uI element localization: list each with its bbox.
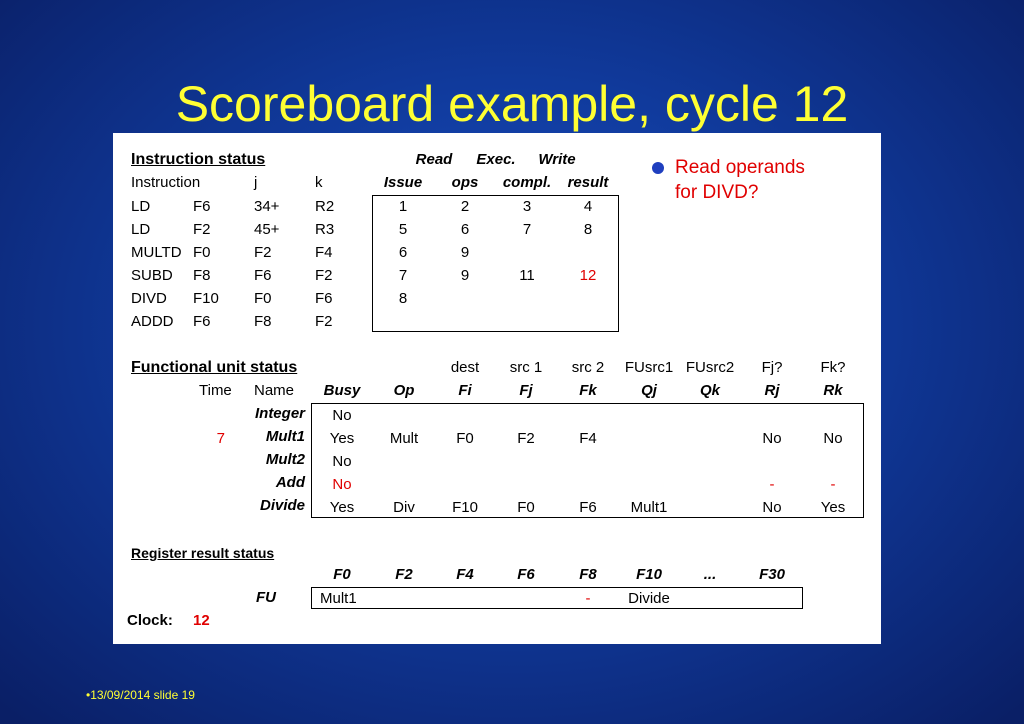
instr-header-top: Write	[538, 151, 576, 168]
instr-cell: 8	[583, 221, 593, 238]
instr-cell: LD	[131, 198, 151, 215]
instr-header-sub: ops	[451, 174, 479, 191]
register-header: F8	[579, 566, 597, 583]
fu-cell: No	[823, 430, 843, 447]
fu-cell: No	[762, 430, 782, 447]
fu-name-cell: Add	[275, 474, 305, 491]
fu-cell: No	[762, 499, 782, 516]
instr-cell: 34+	[254, 198, 280, 215]
instr-cell: 2	[460, 198, 470, 215]
register-fu-cell: -	[585, 590, 591, 607]
register-header: F4	[456, 566, 474, 583]
register-header: ...	[703, 566, 717, 583]
instr-header-top: Read	[415, 151, 453, 168]
register-header: F0	[333, 566, 351, 583]
fu-cell: F2	[517, 430, 535, 447]
fu-header-sub: Qj	[641, 382, 657, 399]
fu-cell: No	[332, 476, 352, 493]
instr-cell: F8	[254, 313, 272, 330]
fu-cell: F0	[517, 499, 535, 516]
instr-header-sub: Issue	[383, 174, 423, 191]
fu-header-sub: Op	[393, 382, 415, 399]
scoreboard-panel	[113, 133, 881, 644]
instr-cell: 9	[460, 244, 470, 261]
fu-cell: No	[332, 453, 352, 470]
instr-header-sub: j	[254, 174, 258, 191]
register-fu-cell: Mult1	[320, 590, 357, 607]
instr-cell: F4	[315, 244, 333, 261]
fu-header-top: FUsrc1	[624, 359, 674, 376]
functional-unit-status-heading: Functional unit status	[131, 359, 298, 376]
fu-header-sub: Fi	[458, 382, 472, 399]
fu-name-cell: Mult2	[265, 451, 305, 468]
instr-cell: F0	[254, 290, 272, 307]
instr-cell: 45+	[254, 221, 280, 238]
fu-cell: F4	[579, 430, 597, 447]
instr-cell: F6	[254, 267, 272, 284]
instr-cell: ADDD	[131, 313, 174, 330]
instr-cell: 3	[522, 198, 532, 215]
instr-cell: F2	[193, 221, 211, 238]
register-header: F2	[395, 566, 413, 583]
fu-row-label: FU	[256, 589, 276, 606]
fu-header-top: src 1	[509, 359, 543, 376]
note-line-2: for DIVD?	[675, 182, 759, 203]
fu-header-sub: Time	[199, 382, 232, 399]
instr-cell: DIVD	[131, 290, 167, 307]
instr-cell: 1	[398, 198, 408, 215]
fu-cell: Yes	[329, 499, 355, 516]
instr-cell: R3	[315, 221, 335, 238]
instr-cell: F6	[193, 313, 211, 330]
instr-cell: 11	[519, 267, 535, 284]
fu-cell: F0	[456, 430, 474, 447]
fu-time-cell: 7	[216, 430, 225, 447]
instr-cell: LD	[131, 221, 151, 238]
instr-cell: F8	[193, 267, 211, 284]
register-header: F6	[517, 566, 535, 583]
instr-cell: 5	[398, 221, 408, 238]
slide-footer: •13/09/2014 slide 19	[86, 688, 195, 702]
clock-value: 12	[193, 612, 210, 629]
register-header: F10	[636, 566, 662, 583]
fu-cell: -	[830, 476, 836, 493]
register-result-status-heading: Register result status	[131, 545, 275, 561]
register-header: F30	[759, 566, 785, 583]
instr-cell: F10	[193, 290, 219, 307]
fu-cell: Mult	[389, 430, 419, 447]
instr-cell: F6	[315, 290, 333, 307]
instr-cell: 4	[583, 198, 593, 215]
fu-cell: -	[769, 476, 775, 493]
fu-cell: F10	[452, 499, 478, 516]
instr-cell: 6	[398, 244, 408, 261]
slide-title: Scoreboard example, cycle 12	[175, 76, 849, 132]
instr-cell: 7	[522, 221, 532, 238]
instr-cell: 12	[579, 267, 597, 284]
fu-header-sub: Rj	[764, 382, 780, 399]
register-fu-cell: Divide	[628, 590, 670, 607]
instr-header-sub: k	[315, 174, 323, 191]
instr-header-top: Exec.	[476, 151, 516, 168]
fu-cell: Yes	[820, 499, 846, 516]
fu-header-top: Fj?	[761, 359, 783, 376]
instr-cell: F6	[193, 198, 211, 215]
fu-name-cell: Divide	[259, 497, 305, 514]
instr-cell: 8	[398, 290, 408, 307]
fu-header-sub: Busy	[323, 382, 361, 399]
fu-cell: No	[332, 407, 352, 424]
fu-cell: Yes	[329, 430, 355, 447]
instr-cell: SUBD	[131, 267, 173, 284]
fu-cell: Div	[393, 499, 415, 516]
fu-header-sub: Fj	[519, 382, 533, 399]
fu-cell: F6	[579, 499, 597, 516]
instr-header-sub: compl.	[502, 174, 552, 191]
instr-cell: MULTD	[131, 244, 182, 261]
instr-cell: R2	[315, 198, 335, 215]
instr-cell: F0	[193, 244, 211, 261]
instr-cell: 7	[398, 267, 408, 284]
instr-header-sub: Instruction	[131, 174, 201, 191]
fu-name-cell: Mult1	[265, 428, 305, 445]
instr-cell: F2	[254, 244, 272, 261]
note-line-1: Read operands	[675, 157, 805, 178]
fu-header-sub: Rk	[823, 382, 843, 399]
fu-header-top: FUsrc2	[685, 359, 735, 376]
fu-header-top: Fk?	[820, 359, 846, 376]
instr-cell: F2	[315, 267, 333, 284]
fu-header-top: src 2	[571, 359, 605, 376]
instr-cell: F2	[315, 313, 333, 330]
fu-name-cell: Integer	[254, 405, 305, 422]
instr-cell: 6	[460, 221, 470, 238]
fu-cell: Mult1	[630, 499, 668, 516]
instr-header-sub: result	[567, 174, 609, 191]
fu-header-top: dest	[450, 359, 480, 376]
fu-header-sub: Qk	[699, 382, 720, 399]
fu-header-sub: Fk	[579, 382, 597, 399]
instr-cell: 9	[460, 267, 470, 284]
clock-label: Clock:	[127, 612, 173, 629]
bullet-icon	[652, 162, 664, 174]
fu-header-sub: Name	[254, 382, 295, 399]
instruction-status-heading: Instruction status	[131, 151, 266, 168]
